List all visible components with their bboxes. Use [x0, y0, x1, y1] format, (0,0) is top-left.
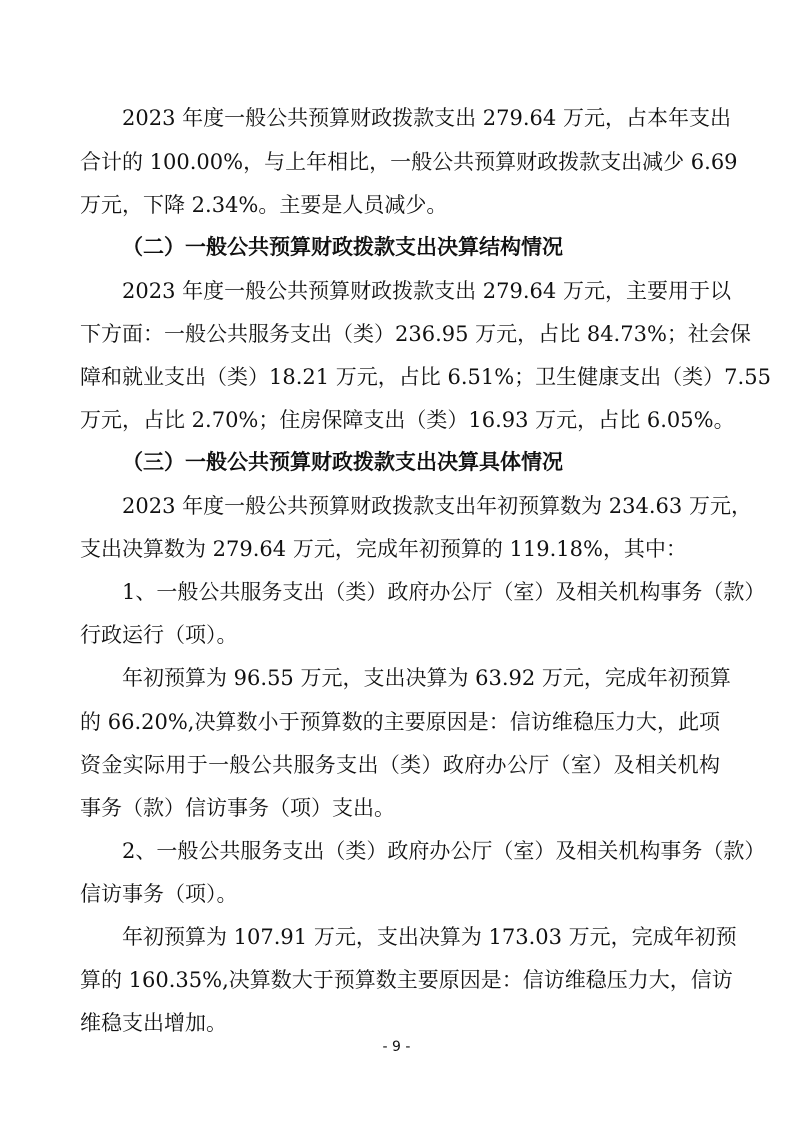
paragraph-line: 行政运行（项）。 — [80, 623, 238, 647]
paragraph-line: 合计的 100.00%，与上年相比，一般公共预算财政拨款支出减少 6.69 — [80, 150, 738, 174]
paragraph-line: 万元，下降 2.34%。主要是人员减少。 — [80, 193, 448, 217]
paragraph-line: 2023 年度一般公共预算财政拨款支出 279.64 万元，主要用于以 — [122, 279, 731, 303]
paragraph-line: 资金实际用于一般公共服务支出（类）政府办公厅（室）及相关机构 — [80, 753, 720, 777]
section-heading: （二）一般公共预算财政拨款支出决算结构情况 — [122, 235, 563, 259]
paragraph-line: 万元，占比 2.70%；住房保障支出（类）16.93 万元，占比 6.05%。 — [80, 408, 735, 432]
paragraph-line: 维稳支出增加。 — [80, 1011, 227, 1035]
paragraph-line: 事务（款）信访事务（项）支出。 — [80, 796, 395, 820]
paragraph-line: 的 66.20%,决算数小于预算数的主要原因是：信访维稳压力大，此项 — [80, 710, 720, 734]
section-heading: （三）一般公共预算财政拨款支出决算具体情况 — [122, 450, 563, 474]
page-number: - 9 - — [382, 1039, 411, 1055]
paragraph-line: 算的 160.35%,决算数大于预算数主要原因是：信访维稳压力大，信访 — [80, 968, 733, 992]
paragraph-line: 年初预算为 96.55 万元，支出决算为 63.92 万元，完成年初预算 — [122, 666, 731, 690]
paragraph-line: 2023 年度一般公共预算财政拨款支出 279.64 万元，占本年支出 — [122, 106, 731, 130]
paragraph-line: 障和就业支出（类）18.21 万元，占比 6.51%；卫生健康支出（类）7.55 — [80, 365, 771, 389]
paragraph-line: 2023 年度一般公共预算财政拨款支出年初预算数为 234.63 万元， — [122, 494, 752, 518]
paragraph-line: 下方面：一般公共服务支出（类）236.95 万元，占比 84.73%；社会保 — [80, 322, 751, 346]
paragraph-line: 信访事务（项）。 — [80, 882, 238, 906]
paragraph-line: 支出决算数为 279.64 万元，完成年初预算的 119.18%，其中： — [80, 537, 687, 561]
paragraph-line: 2、一般公共服务支出（类）政府办公厅（室）及相关机构事务（款） — [122, 839, 766, 863]
paragraph-line: 年初预算为 107.91 万元，支出决算为 173.03 万元，完成年初预 — [122, 925, 737, 949]
paragraph-line: 1、一般公共服务支出（类）政府办公厅（室）及相关机构事务（款） — [122, 580, 766, 604]
